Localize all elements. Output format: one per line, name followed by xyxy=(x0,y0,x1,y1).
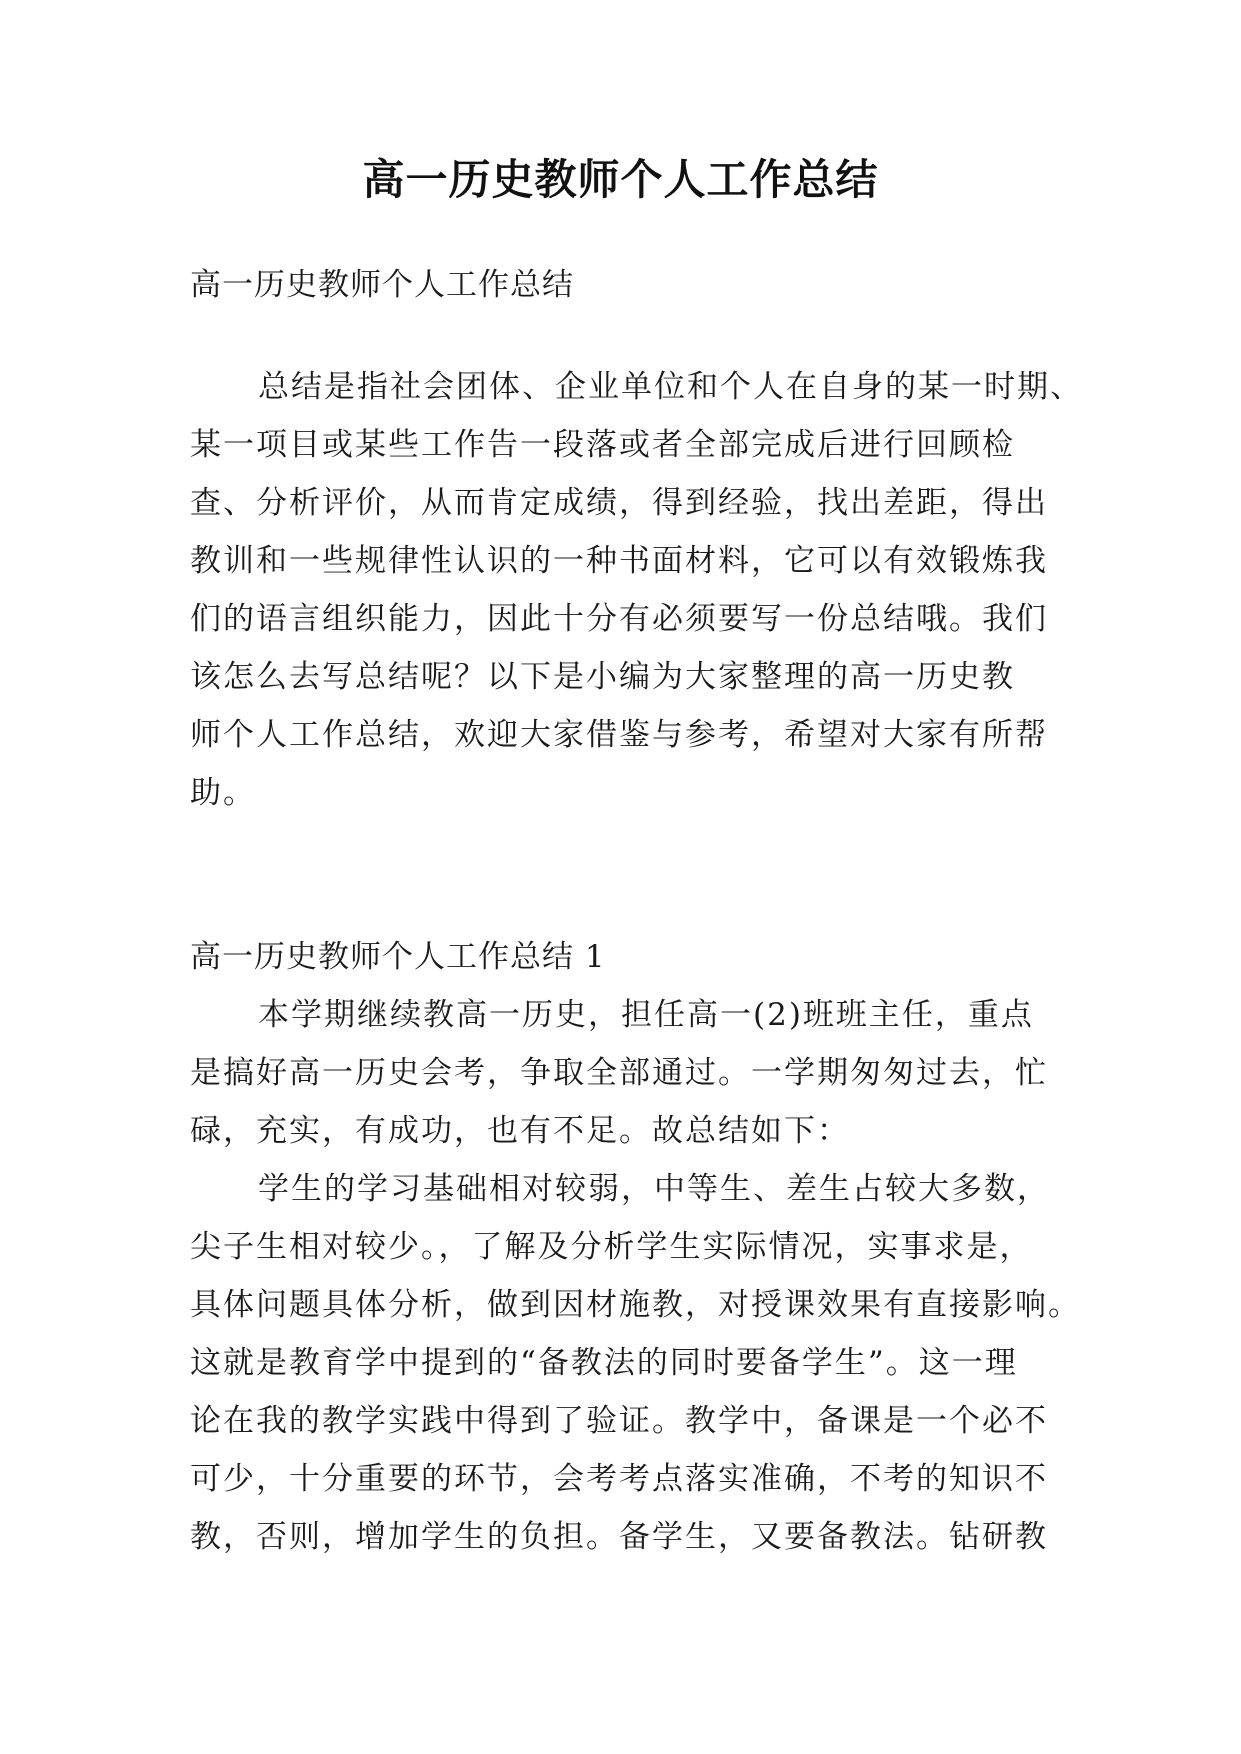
intro-line: 助。 xyxy=(190,775,256,811)
document-subtitle-block xyxy=(190,256,1060,314)
paragraph-line: 尖子生相对较少。，了解及分析学生实际情况，实事求是， xyxy=(190,1229,1033,1265)
paragraph-line: 教，否则，增加学生的负担。备学生，又要备教法。钻研教 xyxy=(190,1519,1048,1555)
intro-line: 师个人工作总结，欢迎大家借鉴与参考，希望对大家有所帮 xyxy=(190,717,1048,753)
section1-paragraph-1 xyxy=(190,986,1060,1160)
section1-heading-block xyxy=(190,928,1060,986)
intro-line: 总结是指社会团体、企业单位和个人在自身的某一时期、 xyxy=(258,369,1083,405)
paragraph-line: 碌，充实，有成功，也有不足。故总结如下： xyxy=(190,1113,850,1149)
paragraph-line: 本学期继续教高一历史，担任高一(2)班班主任，重点 xyxy=(258,997,1034,1033)
paragraph-line: 具体问题具体分析，做到因材施教，对授课效果有直接影响。 xyxy=(190,1287,1081,1323)
intro-line: 该怎么去写总结呢？以下是小编为大家整理的高一历史教 xyxy=(190,659,1015,695)
intro-line: 教训和一些规律性认识的一种书面材料，它可以有效锻炼我 xyxy=(190,543,1048,579)
section1-paragraph-2 xyxy=(190,1160,1081,1566)
intro-line: 某一项目或某些工作告一段落或者全部完成后进行回顾检 xyxy=(190,427,1015,463)
document-title: 高一历史教师个人工作总结 xyxy=(362,155,879,204)
paragraph-line: 这就是教育学中提到的“备教法的同时要备学生”。这一理 xyxy=(190,1345,1018,1381)
paragraph-line: 学生的学习基础相对较弱，中等生、差生占较大多数， xyxy=(258,1171,1050,1207)
section-heading: 高一历史教师个人工作总结 1 xyxy=(190,939,606,975)
paragraph-line: 可少，十分重要的环节，会考考点落实准确，不考的知识不 xyxy=(190,1461,1048,1497)
document-subtitle: 高一历史教师个人工作总结 xyxy=(190,267,574,303)
paragraph-line: 论在我的教学实践中得到了验证。教学中，备课是一个必不 xyxy=(190,1403,1048,1439)
paragraph-line: 是搞好高一历史会考，争取全部通过。一学期匆匆过去，忙 xyxy=(190,1055,1048,1091)
intro-paragraph xyxy=(190,358,1083,822)
intro-line: 查、分析评价，从而肯定成绩，得到经验，找出差距，得出 xyxy=(190,485,1048,521)
intro-line: 们的语言组织能力，因此十分有必须要写一份总结哦。我们 xyxy=(190,601,1048,637)
